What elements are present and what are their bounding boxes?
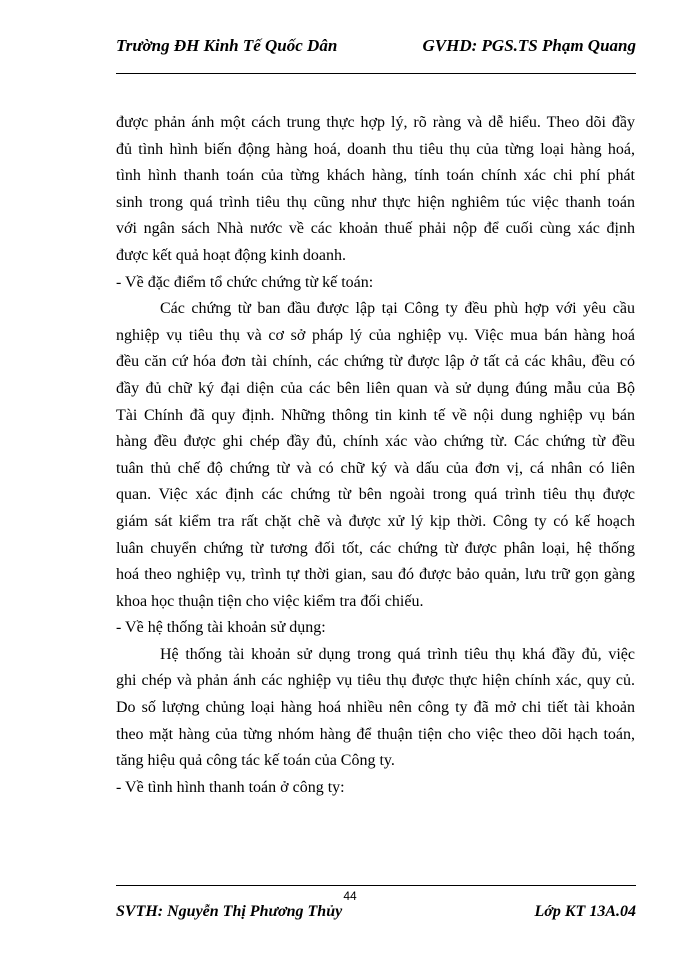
section-heading: - Về đặc điểm tổ chức chứng từ kế toán: xyxy=(116,273,374,291)
text-line: đầy đủ chữ ký đại diện của các bên liên quan và sử dụng đúng mẫu của Bộ xyxy=(116,379,635,397)
text-line: tuân thủ chế độ chứng từ và có chữ ký và dấu của đơn vị, cá nhân có liên xyxy=(116,459,635,477)
header-supervisor: GVHD: PGS.TS Phạm Quang xyxy=(422,36,636,55)
text-line: ghi chép và phản ánh các nghiệp vụ tiêu thụ được thực hiện chính xác, quy củ. xyxy=(116,672,635,690)
text-line: quan. Việc xác định các chứng từ bên ngoài trong quá trình tiêu thụ được xyxy=(116,486,635,504)
text-line: Các chứng từ ban đầu được lập tại Công ty đều phù hợp với yêu cầu xyxy=(160,300,635,318)
header-university: Trường ĐH Kinh Tế Quốc Dân xyxy=(116,36,338,55)
text-line: đủ tình hình biến động hàng hoá, doanh thu tiêu thụ của từng loại hàng hoá, xyxy=(116,140,635,158)
text-line: theo mặt hàng của từng nhóm hàng để thuận tiện cho việc theo dõi hạch toán, xyxy=(116,725,635,743)
text-line: Do số lượng chủng loại hàng hoá nhiều nên công ty đã mở chi tiết tài khoản xyxy=(116,699,635,717)
page-footer xyxy=(116,903,636,927)
document-body xyxy=(116,110,635,801)
footer-student: SVTH: Nguyễn Thị Phương Thủy xyxy=(116,903,343,920)
text-line: Hệ thống tài khoản sử dụng trong quá trình tiêu thụ khá đầy đủ, việc xyxy=(160,645,635,663)
text-line: luân chuyển chứng từ tương đối tốt, các chứng từ được phân loại, hệ thống xyxy=(116,539,635,557)
text-line: với ngân sách Nhà nước về các khoản thuế phải nộp để cuối cùng xác định xyxy=(116,220,635,238)
text-line: sinh trong quá trình tiêu thụ cũng như thực hiện nghiêm túc việc thanh toán xyxy=(116,193,635,211)
footer-divider xyxy=(116,885,636,886)
text-line: đều căn cứ hóa đơn tài chính, các chứng từ được lập ở tất cả các khâu, đều có xyxy=(116,353,635,371)
text-line: hoá theo nghiệp vụ, trình tự thời gian, sau đó được bảo quản, lưu trữ gọn gàng xyxy=(116,566,635,584)
text-line: tình hình thanh toán của từng khách hàng, tính toán chính xác chi phí phát xyxy=(116,167,635,185)
text-line: nghiệp vụ tiêu thụ và cơ sở pháp lý của nghiệp vụ. Việc mua bán hàng hoá xyxy=(116,326,635,344)
text-line: giám sát kiểm tra rất chặt chẽ và được xử lý kịp thời. Công ty có kế hoạch xyxy=(116,512,635,530)
footer-class: Lớp KT 13A.04 xyxy=(534,903,636,920)
text-line: được phản ánh một cách trung thực hợp lý, rõ ràng và dễ hiểu. Theo dõi đầy xyxy=(116,114,635,131)
section-heading: - Về hệ thống tài khoản sử dụng: xyxy=(116,619,326,637)
page-number: 44 xyxy=(343,889,357,903)
text-line: khoa học thuận tiện cho việc kiểm tra đối chiếu. xyxy=(116,592,424,610)
page-header xyxy=(116,36,636,66)
text-line: Tài Chính đã quy định. Những thông tin kinh tế về nội dung nghiệp vụ bán xyxy=(116,406,635,424)
header-divider xyxy=(116,73,636,74)
text-line: được kết quả hoạt động kinh doanh. xyxy=(116,246,346,264)
text-line: hàng đều được ghi chép đầy đủ, chính xác vào chứng từ. Các chứng từ đều xyxy=(116,433,635,451)
section-heading: - Về tình hình thanh toán ở công ty: xyxy=(116,778,345,796)
text-line: tăng hiệu quả công tác kế toán của Công ty. xyxy=(116,752,395,770)
